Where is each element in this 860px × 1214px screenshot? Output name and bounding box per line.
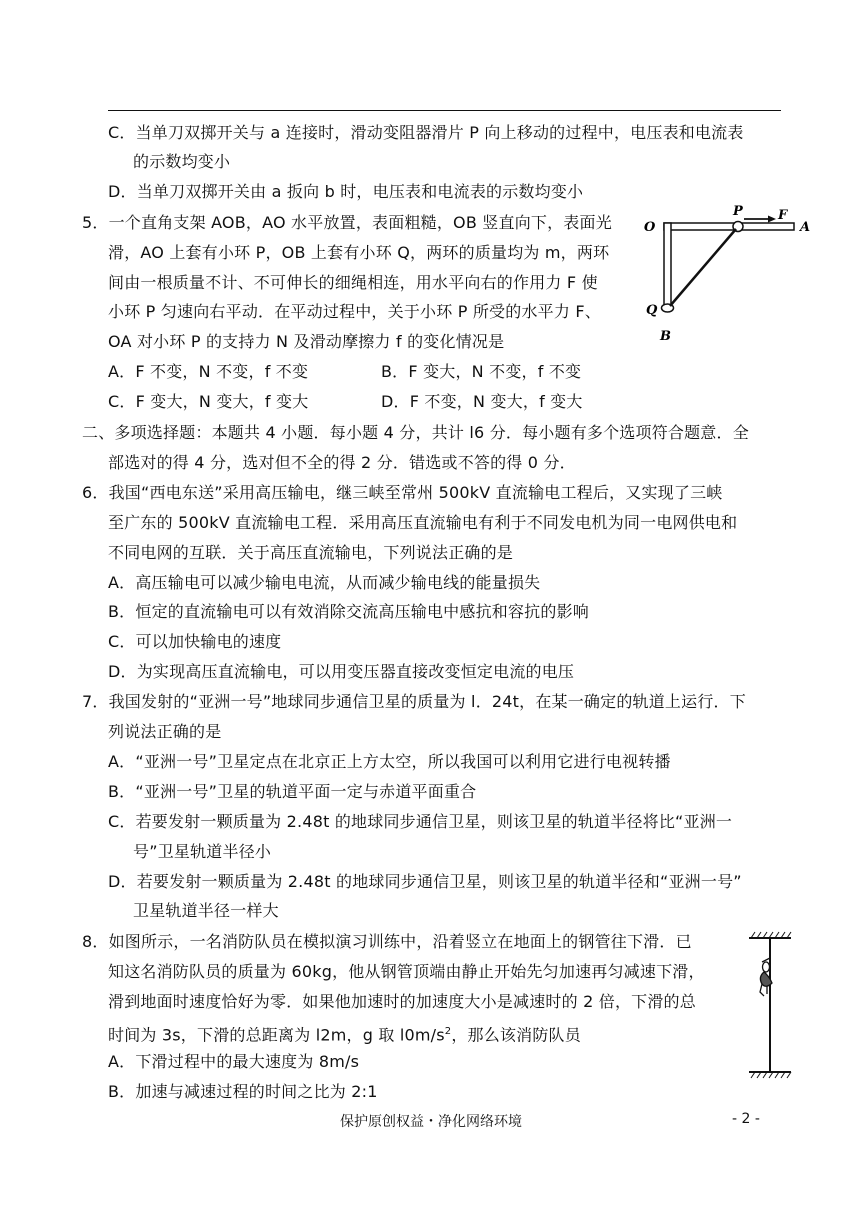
q4-option-c-line1: C．当单刀双掷开关与 a 连接时，滑动变阻器滑片 P 向上移动的过程中，电压表和电流表: [108, 123, 744, 142]
label-f: F: [778, 208, 788, 223]
bar-oa: [664, 223, 794, 230]
header-rule: [108, 110, 781, 111]
string-pq: [670, 229, 736, 306]
q7-option-d-line1: D．若要发射一颗质量为 2.48t 的地球同步通信卫星，则该卫星的轨道半径和“亚洲一号”: [108, 872, 742, 891]
q7-stem-line1: 7．我国发射的“亚洲一号”地球同步通信卫星的质量为 l．24t，在某一确定的轨道上运行．下: [82, 692, 746, 711]
q8-stem-line4: [108, 1021, 581, 1046]
q6-stem-line3: 不同电网的互联．关于高压直流输电，下列说法正确的是: [108, 543, 514, 562]
q5-stem-line5: OA 对小环 P 的支持力 N 及滑动摩擦力 f 的变化情况是: [108, 332, 505, 351]
q4-option-d: D．当单刀双掷开关由 a 扳向 b 时，电压表和电流表的示数均变小: [108, 182, 584, 201]
q8-stem-line3: 滑到地面时速度恰好为零．如果他加速时的加速度大小是减速时的 2 倍，下滑的总: [108, 992, 696, 1011]
q5-option-c: C．F 变大，N 变大，f 变大: [108, 392, 309, 411]
q6-option-b: B．恒定的直流输电可以有效消除交流高压输电中感抗和容抗的影响: [108, 602, 589, 621]
q6-option-a: A．高压输电可以减少输电电流，从而减少输电线的能量损失: [108, 573, 541, 592]
q5-option-a: A．F 不变，N 不变，f 不变: [108, 362, 309, 381]
section2-heading-line1: 二、多项选择题：本题共 4 小题．每小题 4 分，共计 l6 分．每小题有多个选项符合题意．全: [82, 423, 749, 442]
footer-slogan: 保护原创权益・净化网络环境: [340, 1114, 522, 1130]
label-p: P: [733, 204, 743, 219]
label-a: A: [800, 220, 811, 235]
label-q: Q: [646, 303, 658, 318]
q8-stem-line4-tail: ，那么该消防队员: [451, 1025, 581, 1045]
q5-bracket-figure: [640, 202, 820, 352]
page-number: - 2 -: [732, 1111, 760, 1127]
q7-option-c-line2: 号”卫星轨道半径小: [133, 842, 272, 861]
q7-stem-line2: 列说法正确的是: [108, 722, 222, 741]
section2-heading-line2: 部选对的得 4 分，选对但不全的得 2 分．错选或不答的得 0 分．: [108, 453, 576, 472]
q6-option-d: D．为实现高压直流输电，可以用变压器直接改变恒定电流的电压: [108, 662, 575, 681]
q5-stem-line1: 5．一个直角支架 AOB，AO 水平放置，表面粗糙，OB 竖直向下，表面光: [82, 213, 612, 232]
q6-stem-line1: 6．我国“西电东送”采用高压输电，继三峡至常州 500kV 直流输电工程后，又实现了三峡: [82, 483, 723, 502]
q7-option-a: A．“亚洲一号”卫星定点在北京正上方太空，所以我国可以利用它进行电视转播: [108, 752, 671, 771]
bar-ob: [664, 223, 671, 311]
q7-option-b: B．“亚洲一号”卫星的轨道平面一定与赤道平面重合: [108, 782, 477, 801]
q8-option-a: A．下滑过程中的最大速度为 8m/s: [108, 1052, 360, 1071]
q8-stem-line4-text: 时间为 3s，下滑的总距离为 l2m，g 取 l0m/s: [108, 1025, 445, 1045]
q4-option-c-line2: 的示数均变小: [133, 152, 231, 171]
q5-stem-line4: 小环 P 匀速向右平动．在平动过程中，关于小环 P 所受的水平力 F、: [108, 302, 601, 321]
q6-option-c: C．可以加快输电的速度: [108, 632, 282, 651]
q7-option-d-line2: 卫星轨道半径一样大: [133, 901, 279, 920]
q5-stem-line3: 间由一根质量不计、不可伸长的细绳相连，用水平向右的作用力 F 使: [108, 273, 598, 292]
q6-stem-line2: 至广东的 500kV 直流输电工程．采用高压直流输电有利于不同发电机为同一电网供电和: [108, 513, 738, 532]
q8-stem-line2: 知这名消防队员的质量为 60kg，他从钢管顶端由静止开始先匀加速再匀减速下滑，: [108, 962, 705, 981]
q8-exponent: 2: [444, 1026, 452, 1037]
q5-option-d: D．F 不变，N 变大，f 变大: [381, 392, 583, 411]
q5-option-b: B．F 变大，N 不变，f 不变: [381, 362, 582, 381]
q7-option-c-line1: C．若要发射一颗质量为 2.48t 的地球同步通信卫星，则该卫星的轨道半径将比“亚洲一: [108, 812, 733, 831]
force-arrowhead: [768, 216, 776, 223]
label-b: B: [660, 329, 671, 344]
q5-stem-line2: 滑，AO 上套有小环 P，OB 上套有小环 Q，两环的质量均为 m，两环: [108, 243, 610, 262]
label-o: O: [644, 220, 656, 235]
q8-option-b: B．加速与减速过程的时间之比为 2:1: [108, 1082, 378, 1101]
q8-pole-figure: [745, 930, 795, 1082]
q8-stem-line1: 8．如图所示，一名消防队员在模拟演习训练中，沿着竖立在地面上的钢管往下滑．已: [82, 932, 692, 951]
